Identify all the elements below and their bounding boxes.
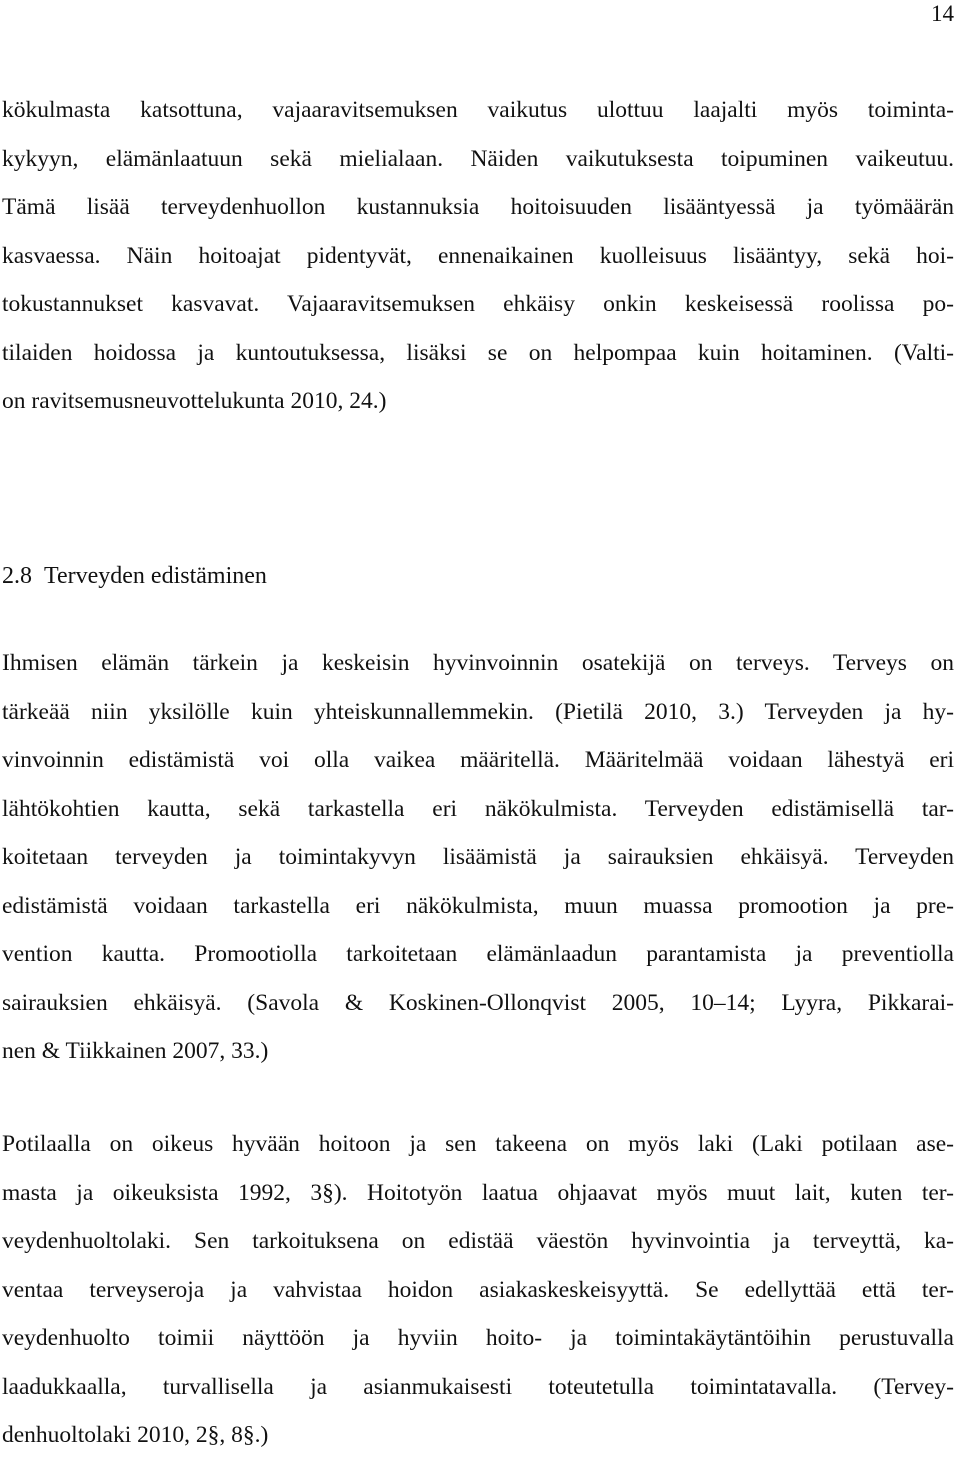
text-line: on ravitsemusneuvottelukunta 2010, 24.) [2, 388, 387, 414]
text-line: tärkeää niin yksilölle kuin yhteiskunnallemmekin. (Pietilä 2010, 3.) Terveyden ja hy- [2, 698, 954, 725]
text-line: nen & Tiikkainen 2007, 33.) [2, 1038, 269, 1064]
page-number: 14 [931, 1, 954, 26]
paragraph-patient-rights [2, 1120, 954, 1460]
text-line: masta ja oikeuksista 1992, 3§). Hoitotyön laatua ohjaavat myös muut lait, kuten ter- [2, 1179, 954, 1206]
text-line: kykyyn, elämänlaatuun sekä mielialaan. Näiden vaikutuksesta toipuminen vaikeutuu. [2, 145, 954, 172]
text-line: denhuoltolaki 2010, 2§, 8§.) [2, 1422, 269, 1448]
text-line: Ihmisen elämän tärkein ja keskeisin hyvinvoinnin osatekijä on terveys. Terveys on [2, 650, 954, 676]
text-line: veydenhuoltolaki. Sen tarkoituksena on edistää väestön hyvinvointia ja terveyttä, ka- [2, 1228, 954, 1254]
paragraph-health-promotion [2, 639, 954, 1076]
section-heading [2, 552, 267, 600]
text-line: vention kautta. Promootiolla tarkoitetaan elämänlaadun parantamista ja preventiolla [2, 941, 954, 967]
text-line: laadukkaalla, turvallisella ja asianmukaisesti toteutetulla toimintatavalla. (Tervey- [2, 1373, 954, 1400]
text-line: koitetaan terveyden ja toimintakyvyn lisäämistä ja sairauksien ehkäisyä. Terveyden [2, 844, 954, 870]
text-line: Tämä lisää terveydenhuollon kustannuksia hoitoisuuden lisääntyessä ja työmäärän [2, 194, 954, 220]
text-line: kasvaessa. Näin hoitoajat pidentyvät, ennenaikainen kuolleisuus lisääntyy, sekä hoi- [2, 242, 954, 269]
text-line: sairauksien ehkäisyä. (Savola & Koskinen-Ollonqvist 2005, 10–14; Lyyra, Pikkarai- [2, 989, 954, 1016]
text-line: tokustannukset kasvavat. Vajaaravitsemuksen ehkäisy onkin keskeisessä roolissa po- [2, 291, 954, 317]
section-number: 2.8 [2, 563, 32, 589]
section-title: Terveyden edistäminen [44, 563, 267, 589]
text-line: lähtökohtien kautta, sekä tarkastella eri näkökulmista. Terveyden edistämisellä tar- [2, 795, 954, 822]
text-line: Potilaalla on oikeus hyvään hoitoon ja sen takeena on myös laki (Laki potilaan ase- [2, 1131, 954, 1157]
text-line: vinvoinnin edistämistä voi olla vaikea määritellä. Määritelmää voidaan lähestyä eri [2, 747, 954, 773]
text-line: edistämistä voidaan tarkastella eri näkökulmista, muun muassa promootion ja pre- [2, 892, 954, 919]
text-line: ventaa terveyseroja ja vahvistaa hoidon asiakaskeskeisyyttä. Se edellyttää että ter- [2, 1276, 954, 1303]
text-line: veydenhuolto toimii näyttöön ja hyviin hoito- ja toimintakäytäntöihin perustuvalla [2, 1325, 954, 1351]
text-line: tilaiden hoidossa ja kuntoutuksessa, lisäksi se on helpompaa kuin hoitaminen. (Valti- [2, 339, 954, 366]
text-line: kökulmasta katsottuna, vajaaravitsemuksen vaikutus ulottuu laajalti myös toiminta- [2, 97, 954, 123]
paragraph-malnutrition [2, 86, 954, 426]
